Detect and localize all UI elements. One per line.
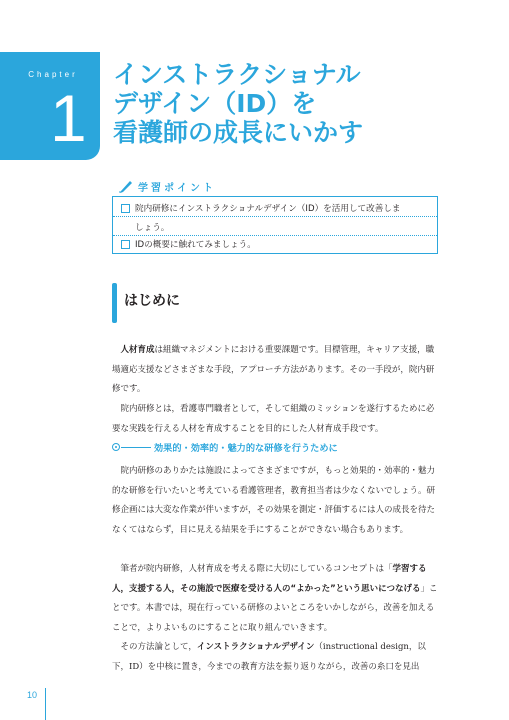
paragraph-text: 院内研修とは，看護専門職者として，そして組織のミッションを遂行するために必要な実践を行える人材を育成することを目的にした人材育成手段です。 (112, 404, 435, 434)
chapter-title-line: デザイン（ID）を (113, 89, 317, 118)
chapter-title-line: インストラクショナル (113, 60, 361, 89)
subheading (112, 441, 338, 453)
section-title: はじめに (124, 293, 180, 309)
learning-points-header (117, 178, 216, 194)
section-accent-bar (112, 283, 117, 323)
bullet-dot-icon (112, 443, 120, 451)
chapter-label: Chapter (28, 70, 78, 79)
paragraph (112, 341, 438, 400)
checkbox-icon (121, 240, 130, 249)
paragraph (112, 638, 438, 677)
bold-term: インストラクショナルデザイン (196, 642, 315, 652)
page-number: 10 (27, 690, 38, 700)
paragraph-text: 院内研修のありかたは施設によってさまざまですが，もっと効果的・効率的・魅力的な研修を行いたいと考えている看護管理者，教育担当者は少なくないでしょう。研修企画には大変な作業が伴いますが，その効果を測定・評価するには人の成長を待たなくてはならず，目に見える結果を手にすることができない場合もあります。 (112, 466, 436, 535)
paragraph-text: 」ことです。本書では，現在行っている研修のよいところをいかしながら，改善を加えることで，よりよいものにすることに取り組んでいきます。 (112, 583, 438, 633)
dotted-divider (113, 235, 437, 236)
bold-term: 人材育成 (120, 345, 155, 355)
paragraph-text: （instructional design，以下，ID）を中核に置き，今までの教育方法を振り返りながら，改善の糸口を見出 (112, 642, 426, 672)
learning-point-text: 院内研修にインストラクショナルデザイン（ID）を活用して改善しま (135, 204, 401, 214)
paragraph-text: 筆者が院内研修，人材育成を考える際に大切にしているコンセプトは「 (120, 564, 393, 574)
subheading-text: 効果的・効率的・魅力的な研修を行うために (154, 443, 338, 454)
margin-rule (45, 688, 46, 720)
learning-points-title: 学習ポイント (138, 182, 216, 194)
bold-phrase: 学習する人，支援する人，その施設で医療を受ける人の“よかった”という思いにつなげる (112, 564, 427, 594)
paragraph (112, 560, 438, 638)
paragraph (112, 462, 438, 540)
dotted-divider (113, 216, 437, 217)
chapter-number: 1 (50, 81, 87, 155)
chapter-title-line: 看護師の成長にいかす (113, 118, 364, 147)
learning-point-text: しょう。 (135, 223, 170, 233)
paragraph (112, 400, 438, 439)
subheading-rule (121, 447, 151, 448)
chapter-title (113, 60, 493, 147)
learning-point-text: IDの概要に触れてみましょう。 (135, 240, 256, 250)
pencil-icon (117, 178, 133, 194)
paragraph-text: その方法論として， (120, 642, 197, 652)
paragraph-text: は組織マネジメントにおける重要課題です。目標管理，キャリア支援，職場適応支援などさまざまな手段，アプローチ方法があります。その一手段が，院内研修です。 (112, 345, 435, 394)
checkbox-icon (121, 204, 130, 213)
learning-points-box (112, 196, 438, 254)
